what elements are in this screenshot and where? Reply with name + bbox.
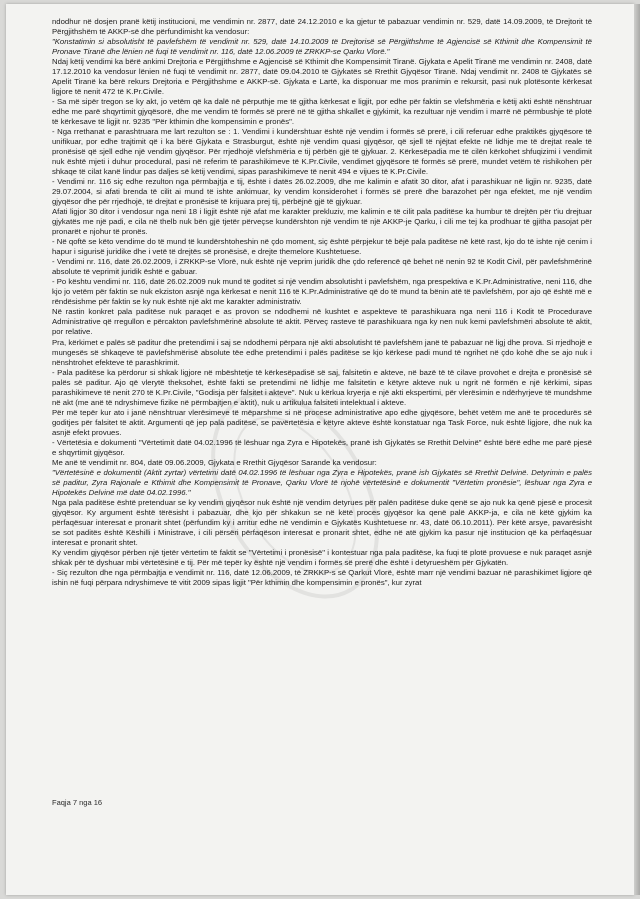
paragraph: - Vendimi nr. 116, datë 26.02.2009, i ZRKKP-se Vlorë, nuk është një veprim juridik dhe çdo referencë që behet në nenin 92 të Kodit Civil, për pavlefshmërinë absolute të veprimit juridik është e gabuar. [52, 257, 592, 277]
paragraph: - Siç rezulton dhe nga përmbajtja e vendimit nr. 116, datë 12.06.2009, të ZRKKP-s së Qarkut Vlorë, është marr një vendimi bazuar në parashikimet ligjore që ishin në fuqi përpara ndryshimeve të vitit 2009 sipas ligjit "Për kthimin dhe kompensimin e pronës", kur zyrat [52, 567, 592, 587]
paragraph: ndodhur në dosjen pranë këtij institucioni, me vendimin nr. 2877, datë 24.12.2010 e ka gjetur të pabazuar vendimin nr. 529, datë 14.09.2009, të Drejtorit të Përgjithshëm të AKKP-së dhe përfundimisht ka vendosur: [52, 17, 592, 37]
page-edge-shadow [634, 4, 640, 895]
paragraph: Ky vendim gjyqësor përben një tjetër vërtetim të faktit se "Vërtetimi i pronësisë" i kontestuar nga pala paditëse, ka fuqi të plotë provuese e nuk paraqet asnjë shkak për të dyshuar mbi vërtetësinë e tij. Për më tepër ky është një vendim i formës së prerë dhe është i detyrueshëm për Gjykatën. [52, 547, 592, 567]
paragraph: Nga pala paditëse është pretenduar se ky vendim gjyqësor nuk është një vendim detyrues për palën paditëse duke qenë se ajo nuk ka qenë pjesë e procesit gjyqësor. Ky argument është tërësisht i pabazuar, dhe kjo për shkakun se në këtë proces gjyqësor ka qenë palë AKKP-ja, e cila në këtë gjykim ka përfaqësuar interesat e pronarit shtet (përfundim ky i arritur edhe në vendimin e Gjykatës Kushtetuese nr. 43, datë 06.10.2011). Për këtë arsye, pavarësisht se sot paditës është Këshilli i Ministrave, i cili përsëri përfaqëson interesat e pronarit shtet, edhe në atë gjykim ka pasur një institucion që ka përfaqësuar interesat e pronarit shtet. [52, 497, 592, 547]
paragraph: Për më tepër kur ato i janë nënshtruar vlerësimeve të mëparshme si në procese administrative apo edhe gjyqësore, behët vetëm me anë te procedurës së goditjes për falsitet të aktit. Argumenti që jep pala paditëse, se pavërtetësia e këtyre akteve është konstatuar nga Task Force, nuk është ligjore, dhe nuk ka asnjë efekt provues. [52, 407, 592, 437]
paragraph: Ndaj këtij vendimi ka bërë ankimi Drejtoria e Përgjithshme e Agjencisë së Kthimit dhe Kompensimit Tiranë. Gjykata e Apelit Tiranë me vendimin nr. 2408, datë 17.12.2010 ka vendosur lënien në fuqi të vendimit nr. 2877, datë 09.04.2010 të Gjykatës së Rrethit Gjyqësor Tiranë. Ndaj vendimit nr. 2408 të Gjykatës së Apelit Tiranë ka bërë rekurs Drejtoria e Përgjithshme e AKKP-së. Gjykata e Lartë, ka disponuar me mos pranimin e rekursit, pasi nuk plotësonte kërkesat ligjore të nenit 472 të K.Pr.Civile. [52, 57, 592, 97]
paragraph: Afati ligjor 30 ditor i vendosur nga neni 18 i ligjit është një afat me karakter prekluziv, me kalimin e të cilit pala paditëse ka humbur të drejtën për t'iu drejtuar gjykatës me një padi, e cila në thelb nuk bën gjë tjetër përveçse kundërshton një vendim të një AKKP-je Qarku, i cili me tej ka prodhuar të gjitha pasojat për pronarët e njohur të pronës. [52, 207, 592, 237]
paragraph: Me anë të vendimit nr. 804, datë 09.06.2009, Gjykata e Rrethit Gjyqësor Sarande ka vendosur: [52, 457, 377, 467]
paragraph: Pra, kërkimet e palës së paditur dhe pretendimi i saj se ndodhemi përpara një akti absolutisht të pavlefshëm janë të pabazuar në ligj dhe prova. Si rrjedhojë e mungesës së shkaqeve të pavlefshmërisë absolute tëe edhe pretendimi i palës paditëse se kjo kërkese padi mund të ngrihet në çdo kohë dhe se ajo nuk i nënshtrohet efekteve të parashkrimit. [52, 337, 592, 367]
document-body [52, 17, 592, 588]
paragraph: Në rastin konkret pala paditëse nuk paraqet e as provon se ndodhemi në kushtet e aspekteve të parashikuara nga neni 116 i Kodit të Procedurave Administrative që rregullon e përcakton pavlefshmërinë absolute të aktit. Përveç rasteve të parashikuara nga ky nen nuk kemi pavlefshmëri absolute të aktit, por relative. [52, 307, 592, 337]
paragraph: - Vërtetësia e dokumenti "Vërtetimit datë 04.02.1996 të lëshuar nga Zyra e Hipotekës, pranë ish Gjykatës se Rrethit Delvinë" është bërë edhe me parë pjesë e shqyrtimit gjyqësor. [52, 437, 592, 457]
paragraph: - Në qoftë se këto vendime do të mund të kundërshtoheshin në çdo moment, siç është përpjekur të bëjë pala paditëse në këtë rast, kjo do të ishte një cenim i hapur i sigurisë juridike dhe i vetë të drejtës së pronësisë, e drejte themelore Kushtetuese. [52, 237, 592, 257]
paragraph: - Vendimi nr. 116 siç edhe rezulton nga përmbajtja e tij, është i datës 26.02.2009, dhe me kalimin e afatit 30 ditor, afat i parashikuar në ligjin nr. 9235, datë 29.07.2004, si afati brenda të cilit ai mund të ishte ankimuar, ky vendim konsiderohet i formës së prerë dhe barazohet për nga efektet, me një vendim gjyqësor dhe për rrjedhojë, të drejtat e pronësisë të krijuara prej tij, përbëjnë gjë të gjykuar. [52, 177, 592, 207]
paragraph: - Pala paditëse ka përdorur si shkak ligjore në mbështetje të kërkesëpadisë së saj, falsitetin e akteve, në bazë të të cilave provohet e drejta e pronësisë së palës së paditur. Ajo që vlerytë theksohet, është fakti se pretendimi në lidhje me falsitetin e këtyre akteve nuk u ngrit në formën e një kërkimi, sipas parashikimeve të nenit 270 të K.Pr.Civile, "Godisja për falsitet i akteve". Nuk u kërkua kryerja e një akti ekspertimi, për vlerësimin e ndërhyrjeve të mundshme në akt (me anë të ndryshimeve fizike në përmbajtjen e aktit), nuk u artikulua falsiteti intelektual i akteve. [52, 367, 592, 407]
paragraph: - Sa më sipër tregon se ky akt, jo vetëm që ka dalë në përputhje me të gjitha kërkesat e ligjit, por edhe për faktin se vlefshmëria e këtij akti është nënshtruar edhe me parë shqyrtimit gjyqësorë, dhe me vendim të formës së prerë në të gjitha shkallet e gjykimit, ka rezultuar një vendim i marrë në përmbushje të plotë të kërkesave të ligjit nr. 9235 "Për kthimin dhe kompensimin e pronës". [52, 97, 592, 127]
paragraph: - Nga rrethanat e parashtruara me lart rezulton se : 1. Vendimi i kundërshtuar është një vendim i formës së prerë, i cili referuar edhe praktikës gjyqësore të unifikuar, por edhe trajtimit që i ka bërë Gjykata e Strasburgut, është një vendim quasi gjyqësor, që sjell të njëjtat efekte në lidhje me të drejtat reale të pronësisë që sjell edhe një vendim gjyqësor. Për rrjedhojë vlefshmëria e tij përbën gjë të gjykuar. 2. Kërkesëpadia me të cilën kërkohet shfuqizimi i vendimit nuk është mjeti i duhur procedural, pasi në referim të parashikimeve të K.Pr.Civile, vendimet gjyqësore të formës së prerë, mundet vetëm të rishikohen për shkaqe të cilat kanë lindur pas daljes së këtij vendimi, sipas parashikimeve të nenit 494 e vijues të K.Pr.Civile. [52, 127, 592, 177]
paragraph: - Po kështu vendimi nr. 116, datë 26.02.2009 nuk mund të goditet si një vendim absolutisht i pavlefshëm, nga prespektiva e K.Pr.Administrative, neni 116, dhe kjo jo vetëm për faktin se nuk ekziston asnjë nga kërkesat e nenit 116 të K.Pr.Administrative që do të mund ta bënin atë të pavlefshëm, por ajo që është më e rëndësishme për faktin se ky nuk është një akt me karakter administrativ. [52, 277, 592, 307]
page-number-footer: Faqja 7 nga 16 [52, 798, 103, 807]
paragraph: "Vërtetësinë e dokumentit (Aktit zyrtar) vërtetimi datë 04.02.1996 të lëshuar nga Zyra e Hipotekës, pranë ish Gjykatës së Rrethit Delvinë. Detyrimin e palës së paditur, Zyra Rajonale e Kthimit dhe Kompensimit të Pronave, Qarku Vlorë të njohë vërtetësinë e dokumentit "Vërtetim pronësie", lëshuar nga Zyra e Hipotekës Delvinë më datë 04.02.1996." [52, 467, 592, 497]
paragraph: "Konstatimin si absolutisht të pavlefshëm të vendimit nr. 529, datë 14.10.2009 të Drejtorisë së Përgjithshme të Agjencisë së Kthimit dhe Kompensimit të Pronave Tiranë dhe lënien në fuqi të vendimit nr. 116, datë 12.06.2009 të ZRKKP-se Qarku Vlorë." [52, 37, 592, 57]
